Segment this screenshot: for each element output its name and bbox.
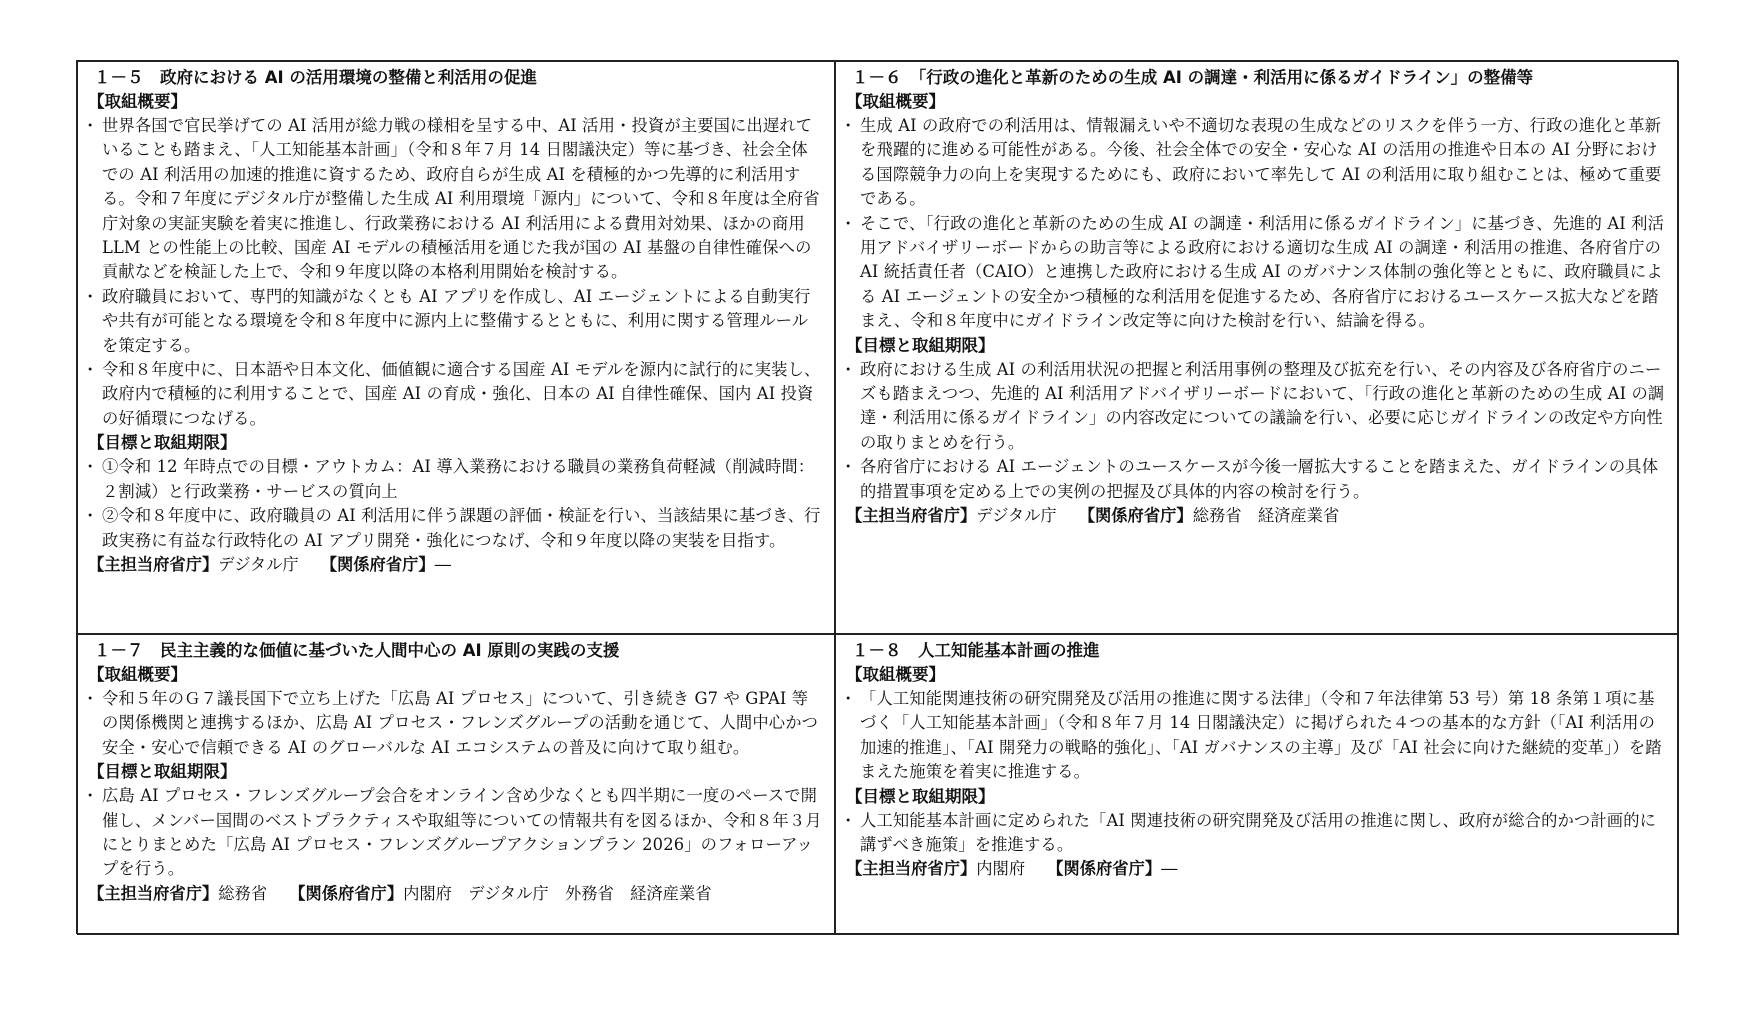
cell-1-7: [77, 634, 835, 935]
main-ministry-label: 【主担当府省庁】: [846, 506, 977, 526]
responsible-ministries: [88, 553, 824, 577]
goals-heading: 【目標と取組期限】: [846, 786, 995, 806]
list-item: ・ ②令和８年度中に、政府職員の AI 利活用に伴う課題の評価・検証を行い、当該結果に基づき、行政実務に有益な行政特化の AI アプリ開発・強化につなげ、令和９年度以降の実装を目指す。: [88, 504, 824, 553]
related-ministry-label: 【関係府省庁】: [1078, 506, 1193, 526]
related-ministry-label: 【関係府省庁】: [289, 883, 404, 903]
list-item: ・ 世界各国で官民挙げての AI 活用が総力戦の様相を呈する中、AI 活用・投資が主要国に出遅れていることも踏まえ、「人工知能基本計画」（令和８年７月 14 日閣議決定）等に基づき、社会全体での AI 利活用の加速的推進に資するため、政府自らが生成 AI を積極的かつ先導的に利活用する。令和７年度にデジタル庁が整備した生成 AI 利用環境「源内」について、令和８年度は全府省庁対象の実証実験を着実に推進し、行政業務における AI 利活用による費用対効果、ほかの商用 LLM との性能上の比較、国産 AI モデルの積極活用を通じた我が国の AI 基盤の自律性確保への貢献などを検証した上で、令和９年度以降の本格利用開始を検討する。: [88, 114, 824, 285]
goals-list: [88, 784, 824, 882]
goals-list: [846, 809, 1668, 858]
overview-heading: 【取組概要】: [88, 92, 187, 111]
related-ministry-value: ―: [1161, 859, 1178, 879]
cell-1-5: [77, 61, 835, 634]
section-title: １－５ 政府における AI の活用環境の整備と利活用の促進: [94, 68, 537, 87]
list-item: ・ 広島 AI プロセス・フレンズグループ会合をオンライン含め少なくとも四半期に一度のペースで開催し、メンバー国間のベストプラクティスや取組等についての情報共有を図るほか、令和８年３月にとりまとめた「広島 AI プロセス・フレンズグループアクションプラン 2026」のフォローアップを行う。: [88, 784, 824, 882]
list-item: ・ ①令和 12 年時点での目標・アウトカム：AI 導入業務における職員の業務負荷軽減（削減時間：２割減）と行政業務・サービスの質向上: [88, 455, 824, 504]
list-item: ・ 「人工知能関連技術の研究開発及び活用の推進に関する法律」（令和７年法律第 53 号）第 18 条第１項に基づく「人工知能基本計画」（令和８年７月 14 日閣議決定）に掲げられた４つの基本的な方針（「AI 利活用の加速的推進」、「AI 開発力の戦略的強化」、「AI ガバナンスの主導」及び「AI 社会に向けた継続的変革」）を踏まえた施策を着実に推進する。: [846, 687, 1668, 785]
list-item: ・ 生成 AI の政府での利活用は、情報漏えいや不適切な表現の生成などのリスクを伴う一方、行政の進化と革新を飛躍的に進める可能性がある。今後、社会全体での安全・安心な AI の活用の推進や日本の AI 分野における国際競争力の向上を実現するためにも、政府において率先して AI の利活用に取り組むことは、極めて重要である。: [846, 114, 1668, 212]
goals-heading: 【目標と取組期限】: [88, 762, 237, 782]
list-item: ・ 人工知能基本計画に定められた「AI 関連技術の研究開発及び活用の推進に関し、政府が総合的かつ計画的に講ずべき施策」を推進する。: [846, 809, 1668, 858]
main-ministry-label: 【主担当府省庁】: [88, 554, 219, 574]
responsible-ministries: [846, 504, 1668, 528]
goals-heading: 【目標と取組期限】: [846, 335, 995, 355]
main-ministry-value: デジタル庁: [976, 506, 1057, 526]
overview-list: [846, 687, 1668, 785]
main-ministry-value: 内閣府: [976, 859, 1026, 879]
goals-list: [846, 358, 1668, 504]
responsible-ministries: [88, 882, 824, 906]
list-item: ・ 令和８年度中に、日本語や日本文化、価値観に適合する国産 AI モデルを源内に試行的に実装し、政府内で積極的に利用することで、国産 AI の育成・強化、日本の AI 自律性確保、国内 AI 投資の好循環につなげる。: [88, 358, 824, 431]
section-title: １－７ 民主主義的な価値に基づいた人間中心の AI 原則の実践の支援: [94, 641, 620, 660]
list-item: ・ 政府職員において、専門的知識がなくとも AI アプリを作成し、AI エージェントによる自動実行や共有が可能となる環境を令和８年度中に源内上に整備するとともに、利用に関する管理ルールを策定する。: [88, 285, 824, 358]
overview-list: [88, 687, 824, 760]
overview-list: [88, 114, 824, 431]
related-ministry-value: ―: [434, 554, 451, 574]
overview-heading: 【取組概要】: [846, 92, 945, 111]
goals-list: [88, 455, 824, 553]
list-item: ・ 各府省庁における AI エージェントのユースケースが今後一層拡大することを踏まえた、ガイドラインの具体的措置事項を定める上での実例の把握及び具体的内容の検討を行う。: [846, 455, 1668, 504]
section-title: １－８ 人工知能基本計画の推進: [852, 641, 1100, 660]
measures-table: [76, 60, 1678, 934]
goals-heading: 【目標と取組期限】: [88, 433, 237, 453]
list-item: ・ そこで、「行政の進化と革新のための生成 AI の調達・利活用に係るガイドライン」に基づき、先進的 AI 利活用アドバイザリーボードからの助言等による政府における適切な生成 AI の調達・利活用の推進、各府省庁の AI 統括責任者（CAIO）と連携した政府における生成 AI のガバナンス体制の強化等とともに、政府職員による AI エージェントの安全かつ積極的な利活用を促進するため、各府省庁におけるユースケース拡大などを踏まえ、令和８年度中にガイドライン改定等に向けた検討を行い、結論を得る。: [846, 212, 1668, 334]
overview-heading: 【取組概要】: [846, 665, 945, 684]
overview-heading: 【取組概要】: [88, 665, 187, 684]
related-ministry-label: 【関係府省庁】: [320, 554, 435, 574]
related-ministry-value: 内閣府 デジタル庁 外務省 経済産業省: [403, 883, 712, 903]
list-item: ・ 政府における生成 AI の利活用状況の把握と利活用事例の整理及び拡充を行い、その内容及び各府省庁のニーズも踏まえつつ、先進的 AI 利活用アドバイザリーボードにおいて、「行政の進化と革新のための生成 AI の調達・利活用に係るガイドライン」の内容改定についての議論を行い、必要に応じガイドラインの改定や方向性の取りまとめを行う。: [846, 358, 1668, 456]
main-ministry-value: デジタル庁: [218, 554, 299, 574]
main-ministry-value: 総務省: [218, 883, 268, 903]
related-ministry-label: 【関係府省庁】: [1047, 859, 1162, 879]
main-ministry-label: 【主担当府省庁】: [846, 859, 977, 879]
related-ministry-value: 総務省 経済産業省: [1192, 506, 1340, 526]
list-item: ・ 令和５年のＧ７議長国下で立ち上げた「広島 AI プロセス」について、引き続き G7 や GPAI 等の関係機関と連携するほか、広島 AI プロセス・フレンズグループの活動を通じて、人間中心かつ安全・安心で信頼できる AI のグローバルな AI エコシステムの普及に向けて取り組む。: [88, 687, 824, 760]
section-title: １－６ 「行政の進化と革新のための生成 AI の調達・利活用に係るガイドライン」の整備等: [852, 68, 1534, 87]
main-ministry-label: 【主担当府省庁】: [88, 883, 219, 903]
responsible-ministries: [846, 857, 1668, 881]
cell-1-6: [835, 61, 1679, 634]
overview-list: [846, 114, 1668, 334]
cell-1-8: [835, 634, 1679, 935]
